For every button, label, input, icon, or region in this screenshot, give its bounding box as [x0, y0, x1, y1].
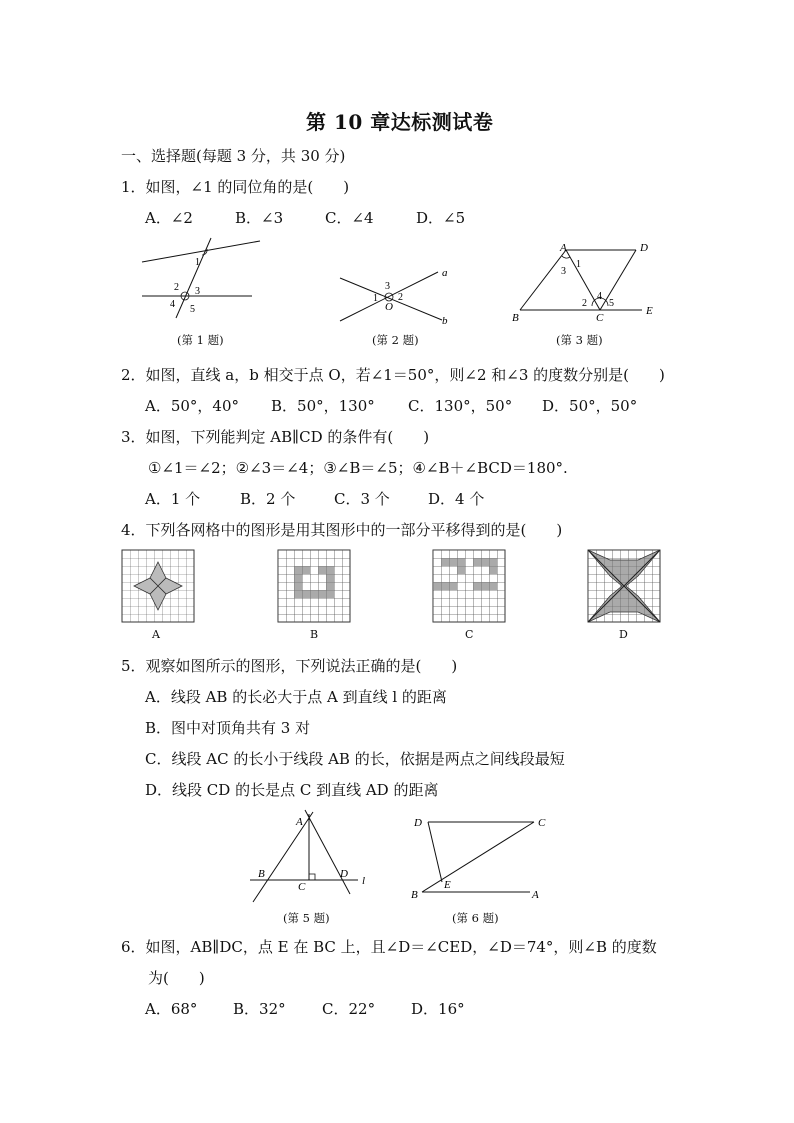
grid-option-a[interactable] — [122, 550, 194, 622]
fig3-label: 5 — [609, 298, 614, 309]
grid-option-d[interactable] — [588, 550, 660, 622]
fig1-label: 4 — [170, 299, 175, 310]
fig3-label: 2 — [582, 298, 587, 309]
q6-option-a[interactable]: A．68° — [145, 1000, 198, 1018]
fig2-label-a: a — [442, 267, 448, 279]
fig3-label-c: C — [596, 312, 604, 324]
q1-option-c[interactable]: C．∠4 — [325, 209, 374, 227]
fig1-label: 5 — [190, 304, 195, 315]
fig3-label-d: D — [640, 242, 648, 254]
fig5-label-a: A — [296, 816, 303, 828]
fig3-label: 4 — [597, 291, 602, 302]
question-6-stem-cont: 为( ) — [148, 969, 205, 987]
q3-option-b[interactable]: B．2 个 — [240, 490, 296, 508]
question-5-stem: 5．观察如图所示的图形，下列说法正确的是( ) — [121, 657, 458, 675]
q2-option-d[interactable]: D．50°，50° — [542, 397, 638, 415]
grid-label-d: D — [619, 628, 628, 641]
q3-option-c[interactable]: C．3 个 — [334, 490, 390, 508]
question-6-stem: 6．如图，AB∥DC，点 E 在 BC 上，且∠D＝∠CED，∠D＝74°，则∠B 的度数 — [121, 938, 657, 956]
fig6-label-e: E — [444, 879, 451, 891]
q6-option-d[interactable]: D．16° — [411, 1000, 465, 1018]
fig2-label-o: O — [385, 301, 393, 313]
fig5-label-b: B — [258, 868, 265, 880]
fig3-label: 1 — [576, 259, 581, 270]
fig5-label-d: D — [340, 868, 348, 880]
fig2-label: 2 — [398, 292, 403, 303]
fig3-label-b: B — [512, 312, 519, 324]
figure-6 — [408, 812, 558, 902]
q6-option-b[interactable]: B．32° — [233, 1000, 286, 1018]
grid-option-b[interactable] — [278, 550, 350, 622]
grid-option-c[interactable] — [433, 550, 505, 622]
figure-3 — [510, 240, 660, 324]
figure-2 — [338, 266, 458, 326]
fig6-label-d: D — [414, 817, 422, 829]
fig3-label-e: E — [646, 305, 653, 317]
fig2-label-b: b — [442, 315, 448, 327]
fig1-label: 2 — [174, 282, 179, 293]
fig6-label-b: B — [411, 889, 418, 901]
fig6-label-c: C — [538, 817, 546, 829]
question-2-stem: 2．如图，直线 a，b 相交于点 O，若∠1＝50°，则∠2 和∠3 的度数分别是( ) — [121, 366, 665, 384]
q1-option-a[interactable]: A．∠2 — [145, 209, 193, 227]
fig3-label-a: A — [560, 242, 567, 254]
question-1-stem: 1．如图，∠1 的同位角的是( ) — [121, 178, 350, 196]
fig2-label: 1 — [373, 293, 378, 304]
page-title: 第 10 章达标测试卷 — [306, 110, 494, 134]
figure-1-caption: (第 1 题) — [177, 333, 224, 347]
fig2-label: 3 — [385, 281, 390, 292]
q5-option-c[interactable]: C．线段 AC 的长小于线段 AB 的长，依据是两点之间线段最短 — [145, 750, 565, 768]
figure-2-caption: (第 2 题) — [372, 333, 419, 347]
figure-1 — [138, 238, 278, 318]
q3-option-d[interactable]: D．4 个 — [428, 490, 485, 508]
grid-label-b: B — [310, 628, 319, 641]
q2-option-a[interactable]: A．50°，40° — [145, 397, 240, 415]
figure-5 — [250, 810, 380, 905]
q3-option-a[interactable]: A．1 个 — [145, 490, 201, 508]
grid-label-a: A — [152, 628, 160, 641]
fig1-label: 1 — [195, 257, 200, 268]
q5-option-b[interactable]: B．图中对顶角共有 3 对 — [145, 719, 311, 737]
q5-option-d[interactable]: D．线段 CD 的长是点 C 到直线 AD 的距离 — [145, 781, 439, 799]
q6-option-c[interactable]: C．22° — [322, 1000, 376, 1018]
fig1-label: 3 — [195, 286, 200, 297]
figure-5-caption: (第 5 题) — [283, 911, 330, 925]
figure-3-caption: (第 3 题) — [556, 333, 603, 347]
q1-option-d[interactable]: D．∠5 — [416, 209, 466, 227]
q3-conditions: ①∠1＝∠2；②∠3＝∠4；③∠B＝∠5；④∠B＋∠BCD＝180°. — [148, 459, 568, 477]
q1-option-b[interactable]: B．∠3 — [235, 209, 284, 227]
q2-option-c[interactable]: C．130°，50° — [408, 397, 513, 415]
section-heading: 一、选择题(每题 3 分，共 30 分) — [121, 147, 346, 165]
question-4-stem: 4．下列各网格中的图形是用其图形中的一部分平移得到的是( ) — [121, 521, 563, 539]
q5-option-a[interactable]: A．线段 AB 的长必大于点 A 到直线 l 的距离 — [145, 688, 447, 706]
grid-label-c: C — [465, 628, 474, 641]
q2-option-b[interactable]: B．50°，130° — [271, 397, 375, 415]
fig3-label: 3 — [561, 266, 566, 277]
fig5-label-l: l — [362, 875, 366, 887]
question-3-stem: 3．如图，下列能判定 AB∥CD 的条件有( ) — [121, 428, 430, 446]
fig6-label-a: A — [532, 889, 539, 901]
figure-6-caption: (第 6 题) — [452, 911, 499, 925]
fig5-label-c: C — [298, 881, 306, 893]
